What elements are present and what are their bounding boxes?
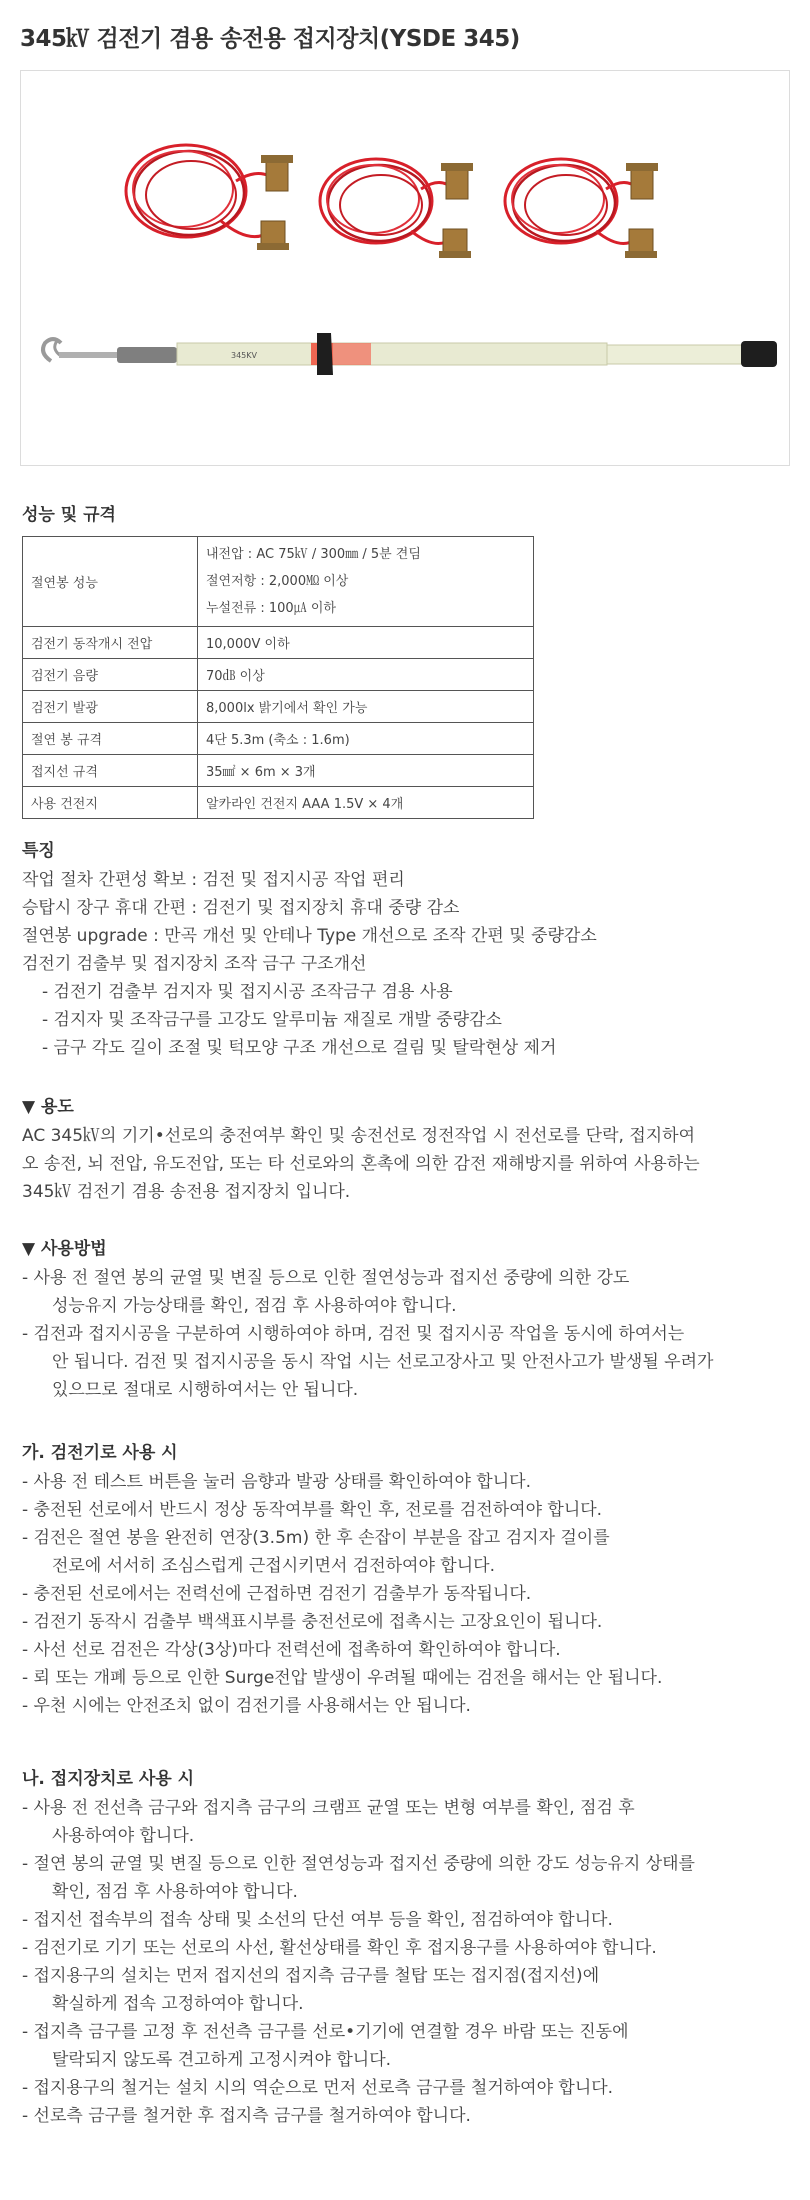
features-section <box>22 836 792 1062</box>
features-heading: 특징 <box>22 841 55 861</box>
list-item: 있으므로 절대로 시행하여서는 안 됩니다. <box>52 1380 359 1400</box>
spec-value: 4단 5.3m (축소 : 1.6m) <box>198 723 534 755</box>
list-item: - 충전된 선로에서 반드시 정상 동작여부를 확인 후, 전로를 검전하여야 합니다. <box>22 1500 603 1520</box>
list-item: - 접지용구의 설치는 먼저 접지선의 접지측 금구를 철탑 또는 접지점(접지선)에 <box>22 1966 600 1986</box>
list-item: 절연봉 upgrade : 만곡 개선 및 안테나 Type 개선으로 조작 간편 및 중량감소 <box>22 926 597 946</box>
list-item: 작업 절차 간편성 확보 : 검전 및 접지시공 작업 편리 <box>22 870 405 890</box>
list-item: - 검전기 동작시 검출부 백색표시부를 충전선로에 접촉시는 고장요인이 됩니다. <box>22 1612 603 1632</box>
list-item: 검전기 검출부 및 접지장치 조작 금구 구조개선 <box>22 954 367 974</box>
list-item: - 충전된 선로에서는 전력선에 근접하면 검전기 검출부가 동작됩니다. <box>22 1584 532 1604</box>
grounding-cable-coil-3 <box>505 159 658 258</box>
spec-value: 8,000lx 밝기에서 확인 가능 <box>198 691 534 723</box>
list-item: - 사선 선로 검전은 각상(3상)마다 전력선에 접촉하여 확인하여야 합니다. <box>22 1640 561 1660</box>
list-item: 확실하게 접속 고정하여야 합니다. <box>52 1994 304 2014</box>
list-item: 확인, 점검 후 사용하여야 합니다. <box>52 1882 298 1902</box>
spec-key: 검전기 동작개시 전압 <box>23 627 198 659</box>
spec-key: 접지선 규격 <box>23 755 198 787</box>
spec-value <box>198 537 534 627</box>
spec-table <box>22 536 534 819</box>
product-image <box>20 70 790 466</box>
list-item: 탈락되지 않도록 견고하게 고정시켜야 합니다. <box>52 2050 392 2070</box>
list-item: - 금구 각도 길이 조절 및 턱모양 구조 개선으로 걸림 및 탈락현상 제거 <box>42 1038 557 1058</box>
list-item: 승탑시 장구 휴대 간편 : 검전기 및 접지장치 휴대 중량 감소 <box>22 898 460 918</box>
table-row <box>23 755 534 787</box>
spec-value: 10,000V 이하 <box>198 627 534 659</box>
spec-value: 알카라인 건전지 AAA 1.5V × 4개 <box>198 787 534 819</box>
section-a-heading: 가. 검전기로 사용 시 <box>22 1443 178 1463</box>
section-b <box>22 1764 792 2130</box>
spec-key: 검전기 음량 <box>23 659 198 691</box>
spec-key: 검전기 발광 <box>23 691 198 723</box>
insulation-rod <box>43 333 777 375</box>
list-item: - 사용 전 테스트 버튼을 눌러 음향과 발광 상태를 확인하여야 합니다. <box>22 1472 531 1492</box>
table-row <box>23 627 534 659</box>
list-item: - 사용 전 절연 봉의 균열 및 변질 등으로 인한 절연성능과 접지선 중량에 의한 강도 <box>22 1268 630 1288</box>
usage-section <box>22 1092 792 1206</box>
spec-heading: 성능 및 규격 <box>22 505 116 525</box>
spec-key: 사용 건전지 <box>23 787 198 819</box>
product-illustration <box>21 71 789 465</box>
list-item: 안 됩니다. 검전 및 접지시공을 동시 작업 시는 선로고장사고 및 안전사고가 발생될 우려가 <box>52 1352 714 1372</box>
list-item: - 검전은 절연 봉을 완전히 연장(3.5m) 한 후 손잡이 부분을 잡고 검지자 걸이를 <box>22 1528 610 1548</box>
table-row <box>23 659 534 691</box>
page-title: 345㎸ 검전기 겸용 송전용 접지장치(YSDE 345) <box>20 26 520 52</box>
section-a <box>22 1438 792 1720</box>
list-item: - 접지선 접속부의 접속 상태 및 소선의 단선 여부 등을 확인, 점검하여야 합니다. <box>22 1910 613 1930</box>
list-item: - 검지자 및 조작금구를 고강도 알루미늄 재질로 개발 중량감소 <box>42 1010 502 1030</box>
table-row <box>23 691 534 723</box>
list-item: - 접지측 금구를 고정 후 전선측 금구를 선로•기기에 연결할 경우 바람 또는 진동에 <box>22 2022 629 2042</box>
list-item: - 절연 봉의 균열 및 변질 등으로 인한 절연성능과 접지선 중량에 의한 강도 성능유지 상태를 <box>22 1854 695 1874</box>
spec-key: 절연봉 성능 <box>23 537 198 627</box>
howto-section <box>22 1234 792 1404</box>
grounding-cable-coil-1 <box>126 145 293 250</box>
spec-value: 35㎟ × 6m × 3개 <box>198 755 534 787</box>
howto-heading: ▼ 사용방법 <box>22 1239 107 1259</box>
paragraph-line: 345㎸ 검전기 겸용 송전용 접지장치 입니다. <box>22 1182 351 1202</box>
section-b-heading: 나. 접지장치로 사용 시 <box>22 1769 195 1789</box>
grounding-cable-coil-2 <box>320 159 473 258</box>
list-item: 사용하여야 합니다. <box>52 1826 195 1846</box>
list-item: - 선로측 금구를 철거한 후 접지측 금구를 철거하여야 합니다. <box>22 2106 471 2126</box>
list-item: - 검전기 검출부 검지자 및 접지시공 조작금구 겸용 사용 <box>42 982 453 1002</box>
paragraph-line: AC 345㎸의 기기•선로의 충전여부 확인 및 송전선로 정전작업 시 전선로를 단락, 접지하여 <box>22 1126 696 1146</box>
usage-heading: ▼ 용도 <box>22 1097 74 1117</box>
table-row <box>23 537 534 627</box>
list-item: - 우천 시에는 안전조치 없이 검전기를 사용해서는 안 됩니다. <box>22 1696 471 1716</box>
list-item: - 사용 전 전선측 금구와 접지측 금구의 크램프 균열 또는 변형 여부를 확인, 점검 후 <box>22 1798 635 1818</box>
spec-value-line: 내전압 : AC 75㎸ / 300㎜ / 5분 견딤 <box>206 547 421 562</box>
list-item: - 접지용구의 철거는 설치 시의 역순으로 먼저 선로측 금구를 철거하여야 합니다. <box>22 2078 614 2098</box>
rod-label: 345KV <box>231 351 257 360</box>
list-item: 전로에 서서히 조심스럽게 근접시키면서 검전하여야 합니다. <box>52 1556 495 1576</box>
list-item: - 뢰 또는 개폐 등으로 인한 Surge전압 발생이 우려될 때에는 검전을 해서는 안 됩니다. <box>22 1668 663 1688</box>
table-row <box>23 723 534 755</box>
spec-value-line: 절연저항 : 2,000㏁ 이상 <box>206 574 349 589</box>
spec-value-line: 누설전류 : 100㎂ 이하 <box>206 601 336 616</box>
spec-key: 절연 봉 규격 <box>23 723 198 755</box>
list-item: 성능유지 가능상태를 확인, 점검 후 사용하여야 합니다. <box>52 1296 457 1316</box>
table-row <box>23 787 534 819</box>
list-item: - 검전기로 기기 또는 선로의 사선, 활선상태를 확인 후 접지용구를 사용하여야 합니다. <box>22 1938 657 1958</box>
paragraph-line: 오 송전, 뇌 전압, 유도전압, 또는 타 선로와의 혼촉에 의한 감전 재해방지를 위하여 사용하는 <box>22 1154 700 1174</box>
list-item: - 검전과 접지시공을 구분하여 시행하여야 하며, 검전 및 접지시공 작업을 동시에 하여서는 <box>22 1324 685 1344</box>
spec-value: 70㏈ 이상 <box>198 659 534 691</box>
